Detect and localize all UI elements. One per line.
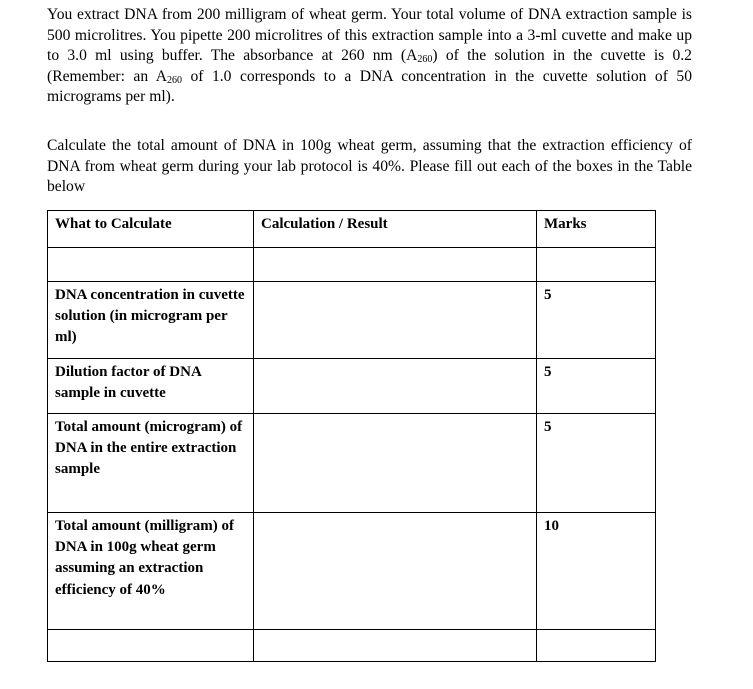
problem-text-part3: of 1.0 corresponds to a DNA concentration in the cuvette solution of 50 micrograms per ml). (47, 67, 692, 105)
problem-text-part1: You extract DNA from 200 milligram of wheat germ. Your total volume of DNA extraction sample is 500 microlitres. You pipette 200 microlitres of this extraction sample into a 3-ml cuvette and make up to 3.0 ml using buffer. The absorbance at 260 nm (A (47, 6, 692, 64)
blank-cell[interactable] (254, 630, 537, 662)
table-blank-row (48, 248, 656, 282)
result-cell-total-microgram[interactable] (254, 414, 537, 513)
table-header-row (48, 211, 656, 248)
subscript-260-b: 260 (167, 74, 183, 86)
row-item-dna-concentration: DNA concentration in cuvette solution (in microgram per ml) (48, 282, 254, 359)
table-row (48, 359, 656, 414)
result-cell-total-milligram[interactable] (254, 513, 537, 630)
problem-text-part2: ) of the solution in the cuvette is 0.2 (Remember: an A (47, 47, 692, 85)
header-marks: Marks (537, 211, 656, 248)
table-blank-row (48, 630, 656, 662)
blank-cell[interactable] (48, 248, 254, 282)
blank-cell[interactable] (254, 248, 537, 282)
problem-statement (47, 5, 692, 108)
marks-cell: 5 (537, 282, 656, 359)
table-row (48, 282, 656, 359)
header-calculation-result: Calculation / Result (254, 211, 537, 248)
subscript-260-a: 260 (417, 54, 433, 65)
calculation-table (47, 210, 656, 662)
result-cell-dna-concentration[interactable] (254, 282, 537, 359)
row-item-total-milligram: Total amount (milligram) of DNA in 100g wheat germ assuming an extraction efficiency of 40% (48, 513, 254, 630)
row-item-total-microgram: Total amount (microgram) of DNA in the entire extraction sample (48, 414, 254, 513)
row-item-dilution-factor: Dilution factor of DNA sample in cuvette (48, 359, 254, 414)
task-instructions: Calculate the total amount of DNA in 100g wheat germ, assuming that the extraction efficiency of DNA from wheat germ during your lab protocol is 40%. Please fill out each of the boxes in the Table below (47, 137, 692, 195)
result-cell-dilution-factor[interactable] (254, 359, 537, 414)
blank-cell[interactable] (537, 630, 656, 662)
blank-cell[interactable] (48, 630, 254, 662)
table-row (48, 513, 656, 630)
marks-cell: 5 (537, 414, 656, 513)
header-what-to-calculate: What to Calculate (48, 211, 254, 248)
marks-cell: 10 (537, 513, 656, 630)
table-row (48, 414, 656, 513)
marks-cell: 5 (537, 359, 656, 414)
blank-cell[interactable] (537, 248, 656, 282)
